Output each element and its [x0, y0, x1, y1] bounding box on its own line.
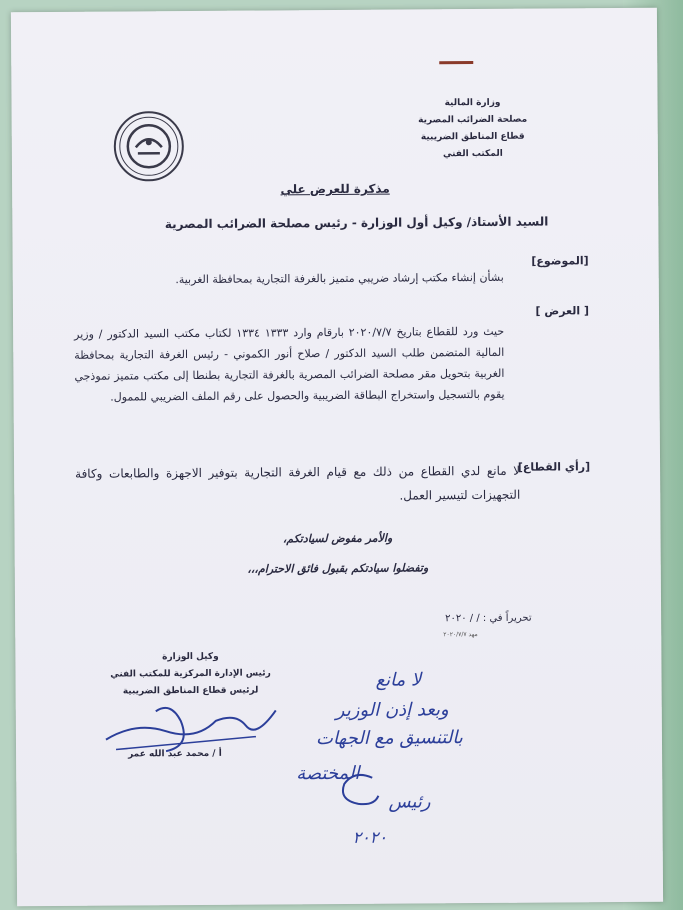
handwritten-line-2: وبعد إذن الوزير	[335, 699, 449, 722]
handwritten-line-1: لا مانع	[375, 669, 422, 691]
signatory-line-1: وكيل الوزارة	[162, 651, 219, 663]
opinion-label: [رأي القطاع]	[517, 460, 591, 474]
signatory-line-2: رئيس الإدارة المركزية للمكتب الفني	[110, 668, 271, 680]
date-value: / / ٢٠٢٠	[445, 613, 480, 625]
handwritten-line-3: بالتنسيق مع الجهات	[315, 727, 463, 750]
handwritten-line-6: ٢٠٢٠	[352, 827, 388, 847]
ministry-line-4: المكتب الفني	[442, 148, 503, 160]
date-line	[445, 613, 532, 625]
ministry-header	[382, 94, 562, 163]
ministry-line-2: مصلحة الضرائب المصرية	[418, 114, 528, 126]
date-label: تحريراً في :	[482, 612, 532, 624]
handwritten-line-5: رئيس	[388, 791, 431, 813]
presentation-label: [ العرض ]	[535, 304, 590, 318]
memo-document	[11, 8, 663, 906]
top-dash-mark	[439, 61, 473, 64]
memo-title: مذكرة للعرض علي	[280, 181, 390, 197]
signatory-line-3: لرئيس قطاع المناطق الضريبية	[122, 685, 259, 697]
seal-logo-icon	[112, 109, 187, 184]
opinion-text: لا مانع لدي القطاع من ذلك مع قيام الغرفة التجارية بتوفير الاجهزة والطابعات وكافة التجهيزات لتيسير العمل.	[75, 463, 521, 503]
ministry-line-1: وزارة المالية	[444, 97, 501, 109]
subject-text: بشأن إنشاء مكتب إرشاد ضريبي متميز بالغرفة التجارية بمحافظة الغربية.	[175, 270, 504, 287]
closing-line-2: وتفضلوا سيادتكم بقبول فائق الاحترام،،،	[247, 561, 429, 576]
presentation-text: حيث ورد للقطاع بتاريخ ٢٠٢٠/٧/٧ بارقام وارد ١٣٣٣ ١٣٣٤ لكتاب مكتب السيد الدكتور / وزير المالية المتضمن طلب السيد الدكتور / صلاح أنور الكموني - رئيس الغرفة التجارية بمحافظة الغربية بتحويل مقر مصلحة الضرائب المصرية بالغرفة التجارية بطنطا إلى مكتب متميز نموذجي يقوم بالتسجيل واستخراج البطاقة الضريبية والحصول على رقم الملف الضريبي للممول.	[74, 324, 505, 404]
signatory-name: أ / محمد عبد الله عمر	[128, 748, 222, 760]
handwritten-circle-icon	[334, 770, 384, 810]
subject-label: [الموضوع]	[531, 254, 589, 268]
handwritten-line-4: المختصة	[296, 762, 360, 785]
addressee-line: السيد الأستاذ/ وكيل أول الوزارة - رئيس مصلحة الضرائب المصرية	[164, 214, 549, 232]
date-sub: مهد ٢٠٢٠/٧/٧	[443, 631, 478, 639]
ministry-line-3: قطاع المناطق الضريبية	[420, 131, 525, 143]
closing-line-1: والأمر مفوض لسيادتكم،	[282, 531, 393, 546]
